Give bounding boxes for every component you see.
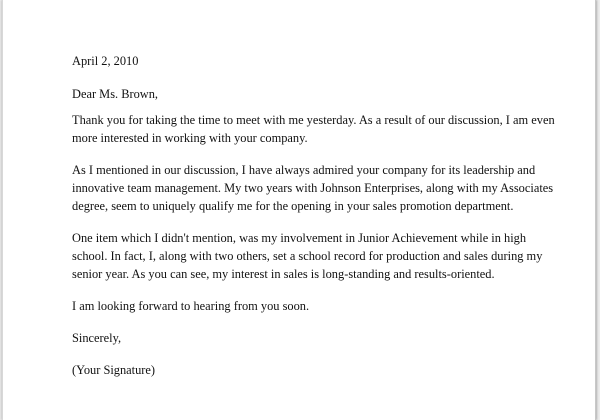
letter-greeting: Dear Ms. Brown, xyxy=(72,87,159,101)
letter-closing: Sincerely, xyxy=(72,331,122,345)
document-page xyxy=(2,0,596,420)
paragraph-line: I am looking forward to hearing from you soon. xyxy=(72,299,310,313)
paragraph-line: degree, seem to uniquely qualify me for the opening in your sales promotion department. xyxy=(72,199,514,213)
paragraph-thanks xyxy=(72,111,555,147)
paragraph-line: Thank you for taking the time to meet with me yesterday. As a result of our discussion, I am even xyxy=(72,113,555,127)
paragraph-line: senior year. As you can see, my interest in sales is long-standing and results-oriented. xyxy=(72,267,495,281)
paragraph-qualifications xyxy=(72,161,552,215)
letter-signature: (Your Signature) xyxy=(72,363,156,377)
paragraph-closing-remark xyxy=(72,297,552,315)
paragraph-line: One item which I didn't mention, was my involvement in Junior Achievement while in high xyxy=(72,231,527,245)
paragraph-achievement xyxy=(72,229,552,283)
paragraph-line: more interested in working with your company. xyxy=(72,131,308,145)
letter-date: April 2, 2010 xyxy=(72,54,139,68)
paragraph-line: As I mentioned in our discussion, I have always admired your company for its leadership and xyxy=(72,163,536,177)
paragraph-line: innovative team management. My two years with Johnson Enterprises, along with my Associates xyxy=(72,181,554,195)
letter-body xyxy=(72,52,555,379)
paragraph-line: school. In fact, I, along with two others, set a school record for production and sales during my xyxy=(72,249,543,263)
